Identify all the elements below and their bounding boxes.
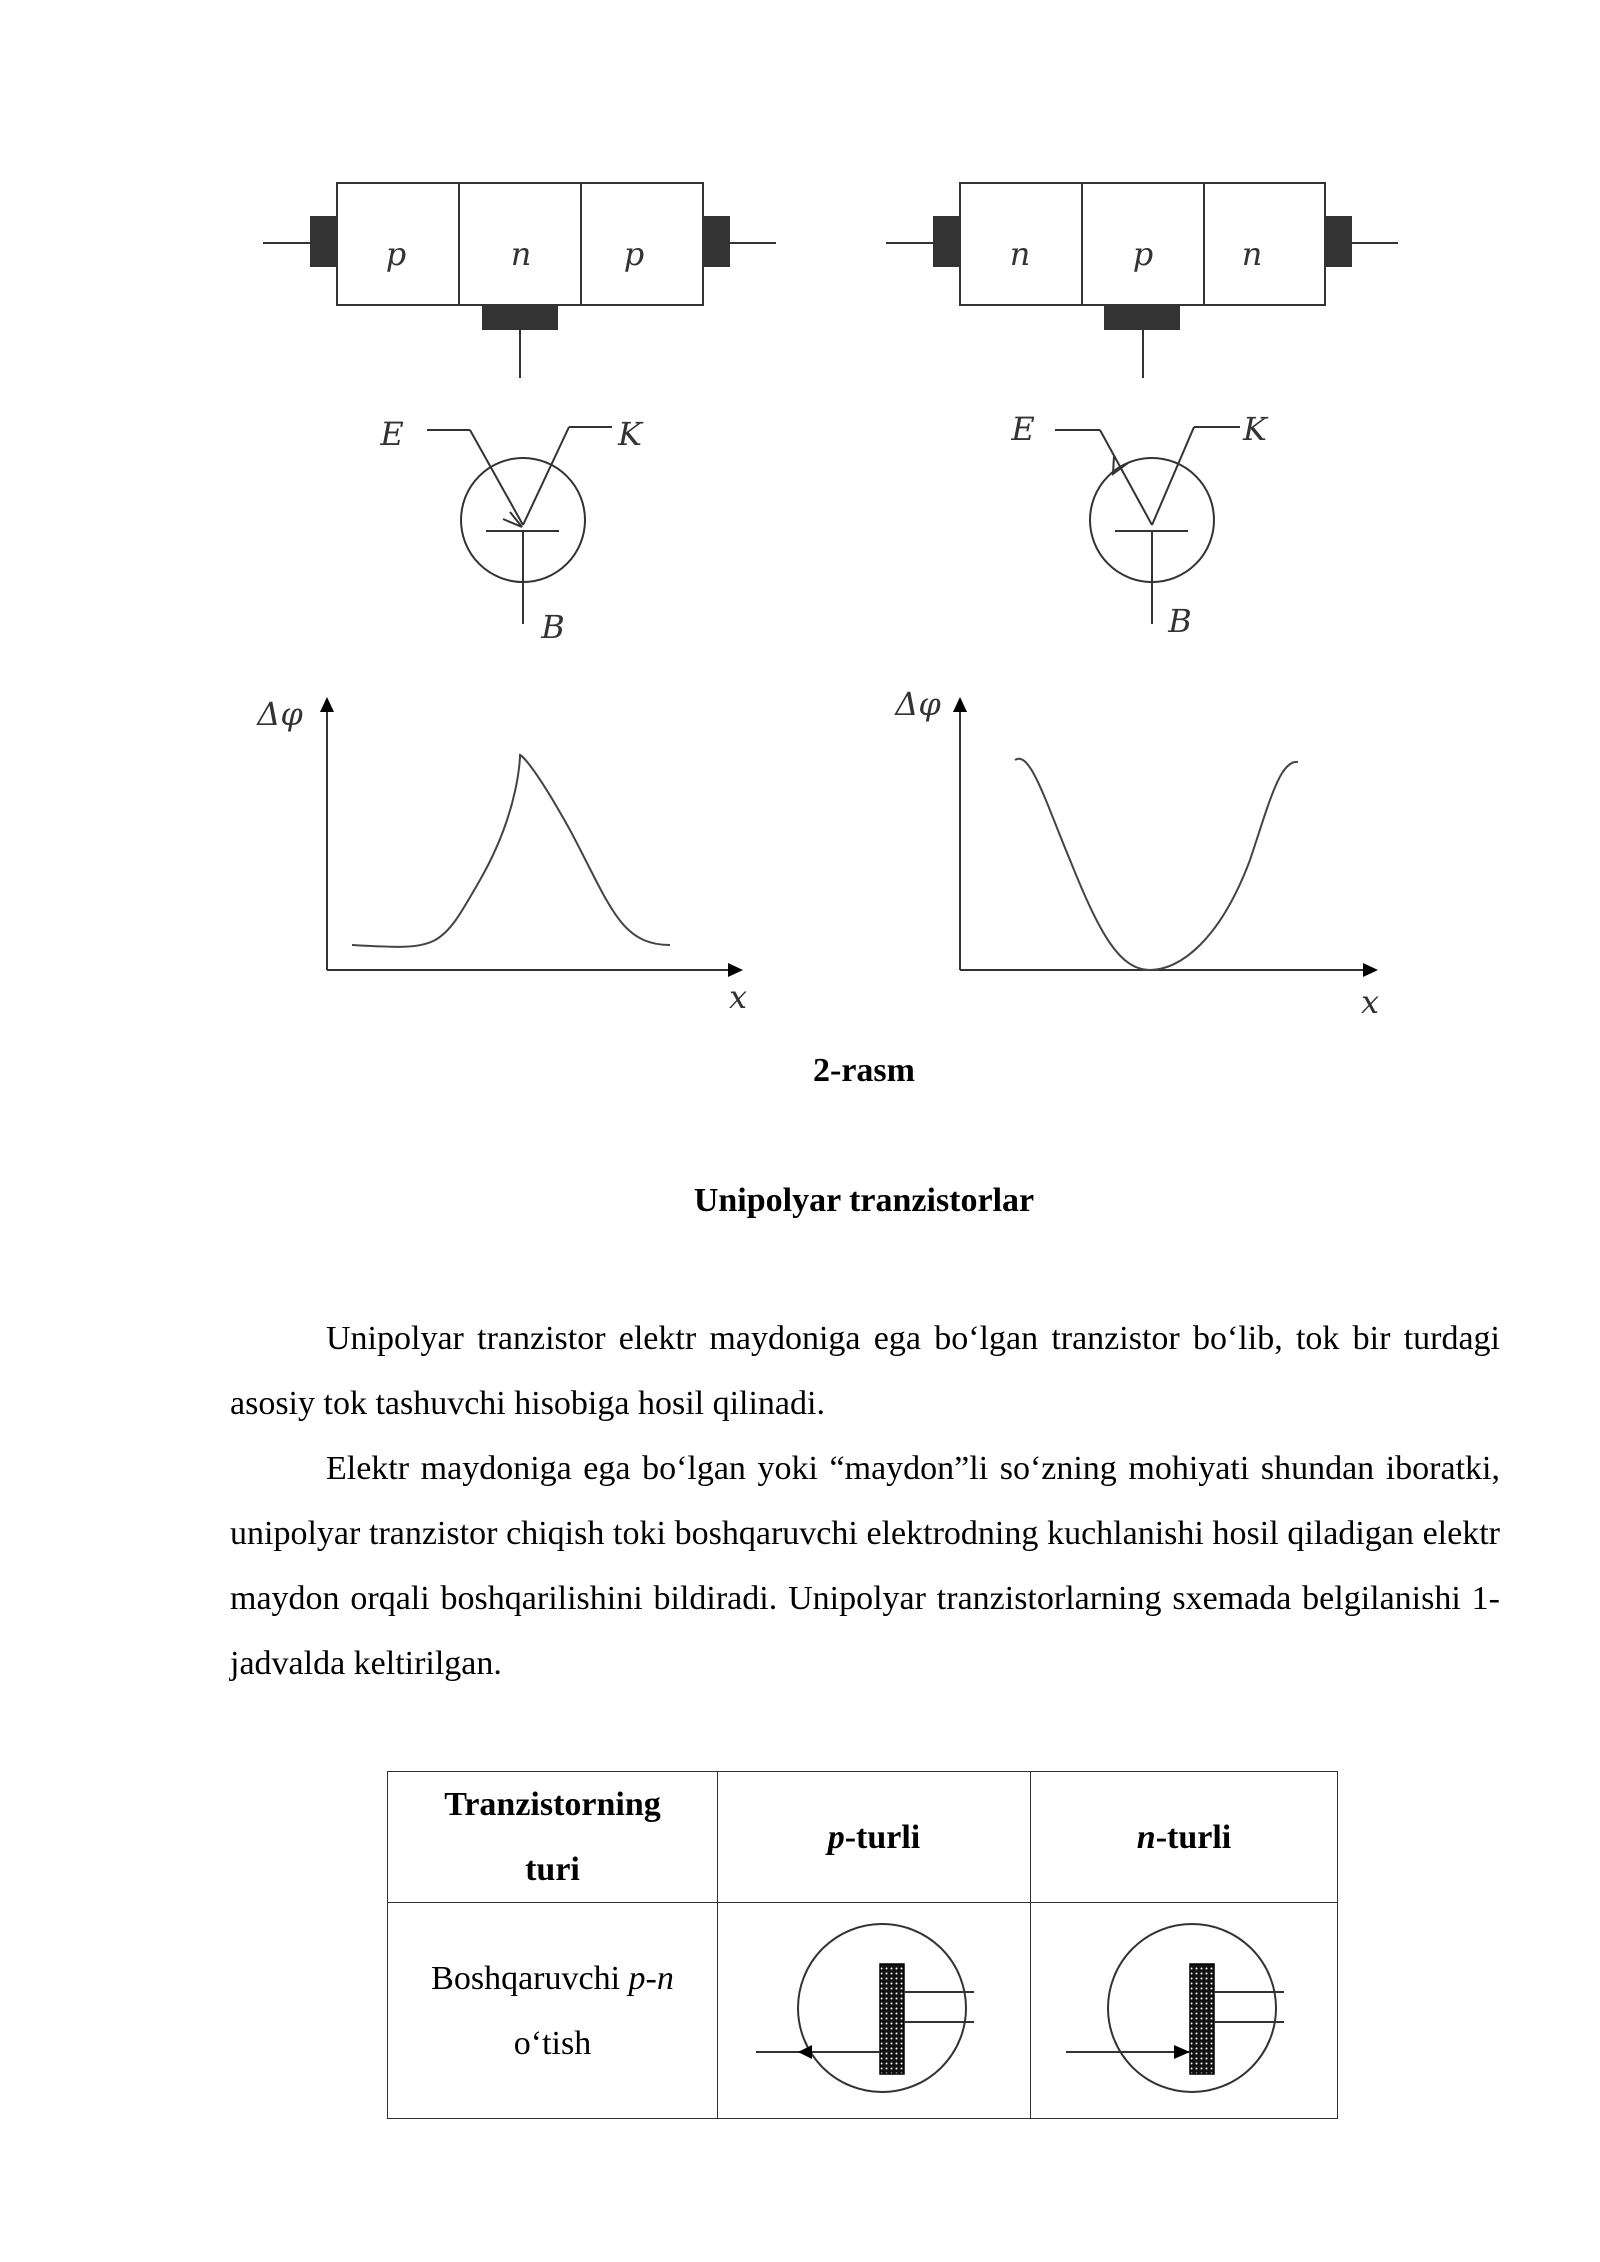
header-p-letter: p [827,1818,845,1856]
header-n-letter: n [1136,1818,1156,1856]
row1-label-prefix: Boshqaruvchi [431,1959,629,1997]
pnp-graph-x-label: x [728,978,748,1016]
pnp-graph-y-label: Δφ [257,695,303,733]
pnp-base-label: B [541,608,565,646]
transistor-types-table [387,1771,1338,2119]
npn-region-2: p [1132,235,1154,273]
transistor-figure [0,0,1600,1040]
npn-region-1: n [1009,235,1031,273]
pnp-collector-label: K [618,415,642,453]
table-header-row [388,1772,1338,1903]
npn-structure [886,183,1398,378]
section-title: Unipolyar tranzistorlar [693,1182,1035,1219]
table-row [388,1903,1338,2119]
header-p-suffix: -turli [844,1818,921,1856]
npn-potential-graph [953,697,1378,977]
header-p-type-cell [718,1772,1031,1903]
paragraph-1-text: Unipolyar tranzistor elektr maydoniga ega bo‘lgan tranzistor bo‘lib, tok bir turdagi asosiy tok tashuvchi hisobiga hosil qilinadi. [230,1320,1500,1422]
row1-label-cell [388,1903,718,2119]
pnp-symbol [427,427,612,624]
row1-label-line2: o‘tish [513,2024,592,2062]
npn-graph-x-label: x [1360,983,1380,1021]
figure-caption: 2-rasm [813,1052,915,1089]
header-type-cell [388,1772,718,1903]
npn-region-3: n [1241,235,1263,273]
npn-emitter-label: E [1011,410,1035,448]
row1-n-symbol-cell [1031,1903,1338,2119]
paragraph-1 [230,1306,1500,1436]
header-type-line1: Tranzistorning [444,1786,661,1823]
header-n-type-cell [1031,1772,1338,1903]
paragraph-2-text: Elektr maydoniga ega bo‘lgan yoki “maydon”li so‘zning mohiyati shundan iboratki, unipolyar tranzistor chiqish toki boshqaruvchi elektrodning kuchlanishi hosil qiladigan elektr maydon orqali boshqarilishini bildiradi. Unipolyar tranzistorlarning sxemada belgilanishi 1- jadvalda keltirilgan. [230,1450,1500,1682]
npn-base-label: B [1168,602,1192,640]
row1-p-symbol-cell [718,1903,1031,2119]
pnp-potential-graph [320,697,743,977]
header-type-line2: turi [525,1851,580,1888]
header-n-suffix: -turli [1155,1818,1232,1856]
pnp-region-2: n [510,235,532,273]
pnp-structure [263,183,776,378]
pnp-region-3: p [623,235,645,273]
npn-collector-label: K [1243,410,1267,448]
p-channel-jfet-symbol [744,1916,1004,2106]
npn-graph-y-label: Δφ [895,685,941,723]
npn-symbol [1055,427,1240,624]
pnp-emitter-label: E [380,415,404,453]
row1-label-italic: p-n [628,1959,674,1997]
paragraph-2 [230,1436,1500,1696]
pnp-region-1: p [385,235,407,273]
n-channel-jfet-symbol [1054,1916,1314,2106]
